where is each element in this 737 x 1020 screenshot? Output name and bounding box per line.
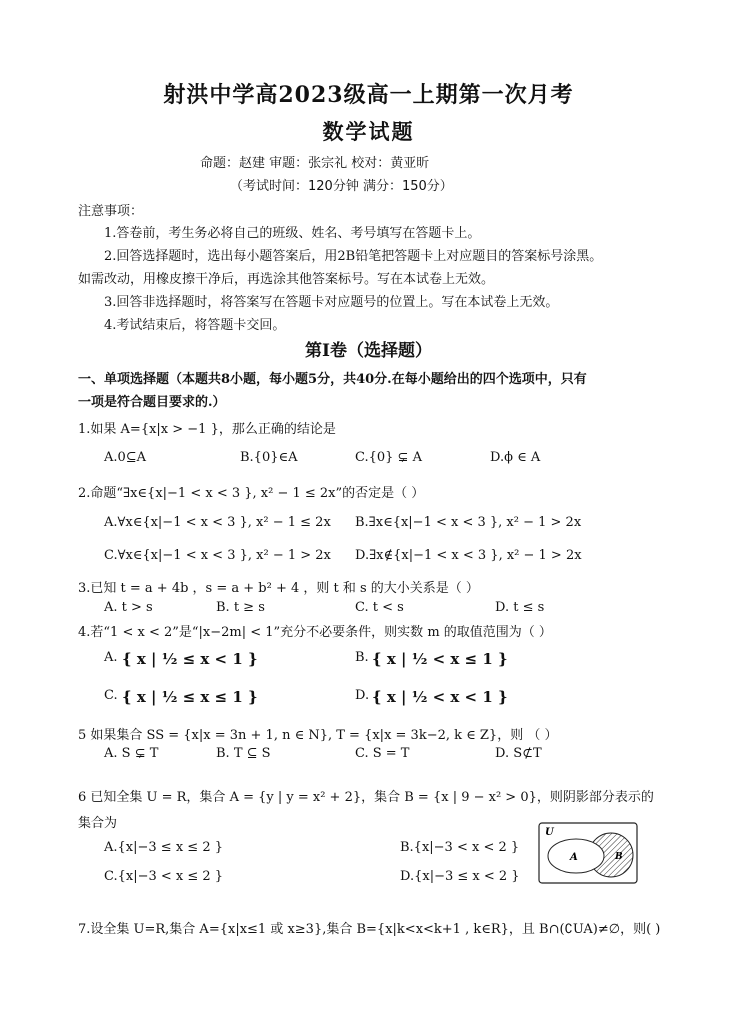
q4-option-b: { x | ½ < x ≤ 1 } [372,650,508,668]
q1-option-b: B.{0}∈A [240,450,298,465]
q1-option-c: C.{0} ⊊ A [355,450,422,465]
q4-option-b-label: B. [355,650,369,665]
question-2-stem: 2.命题“∃x∈{x|−1 < x < 3 }, x² − 1 ≤ 2x”的否定是（ ） [78,486,425,501]
part-heading: 一、单项选择题（本题共8小题，每小题5分，共40分.在每小题给出的四个选项中，只有 [78,372,587,387]
q4-option-d: { x | ½ < x < 1 } [372,688,508,706]
q6-option-a: A.{x|−3 ≤ x ≤ 2 } [104,840,223,855]
venn-label-b: B [615,852,623,862]
question-4-stem: 4.若“1 < x < 2”是“|x−2m| < 1”充分不必要条件，则实数 m 的取值范围为（ ） [78,625,552,640]
note-item: 3.回答非选择题时，将答案写在答题卡对应题号的位置上。写在本试卷上无效。 [104,295,559,310]
q5-option-a: A. S ⊊ T [104,746,159,761]
q1-option-d: D.ϕ ∈ A [490,450,541,465]
question-3-stem: 3.已知 t = a + 4b ，s = a + b² + 4 ，则 t 和 s 的大小关系是（ ） [78,581,479,596]
note-item: 如需改动，用橡皮擦干净后，再选涂其他答案标号。写在本试卷上无效。 [78,272,495,287]
q3-option-a: A. t > s [104,600,153,615]
question-7-stem: 7.设全集 U=R,集合 A={x|x≤1 或 x≥3},集合 B={x|k<x<k+1 , k∈R}，且 B∩(∁UA)≠∅，则( ) [78,922,661,937]
q4-option-c: { x | ½ ≤ x ≤ 1 } [122,688,258,706]
note-item: 2.回答选择题时，选出每小题答案后，用2B铅笔把答题卡上对应题目的答案标号涂黑。 [104,249,603,264]
q2-option-c: C.∀x∈{x|−1 < x < 3 }, x² − 1 > 2x [104,548,331,563]
question-5-stem: 5 如果集合 SS = {x|x = 3n + 1, n ∈ N}, T = {x|x = 3k−2, k ∈ Z}，则 （ ） [78,728,558,743]
exam-title: 射洪中学高2023级高一上期第一次月考 [163,82,574,108]
q5-option-d: D. S⊄T [495,746,542,761]
q3-option-d: D. t ≤ s [495,600,545,615]
q1-option-a: A.0⊆A [104,450,147,465]
question-1-stem: 1.如果 A={x|x > −1 }，那么正确的结论是 [78,422,336,437]
q2-option-b: B.∃x∈{x|−1 < x < 3 }, x² − 1 > 2x [355,515,582,530]
q3-option-c: C. t < s [355,600,404,615]
q5-option-b: B. T ⊆ S [216,746,271,761]
q4-option-a: { x | ½ ≤ x < 1 } [122,650,258,668]
q3-option-b: B. t ≥ s [216,600,265,615]
q4-option-d-label: D. [355,688,370,703]
q6-option-c: C.{x|−3 < x ≤ 2 } [104,869,224,884]
q5-option-c: C. S = T [355,746,410,761]
authors-line: 命题：赵建 审题：张宗礼 校对：黄亚昕 [200,156,430,171]
part-heading-cont: 一项是符合题目要求的.） [78,395,226,410]
venn-diagram [538,822,638,884]
exam-subtitle: 数学试题 [322,119,415,144]
q6-option-b: B.{x|−3 < x < 2 } [400,840,520,855]
q2-option-a: A.∀x∈{x|−1 < x < 3 }, x² − 1 ≤ 2x [104,515,331,530]
section-title: 第I卷（选择题） [305,341,432,361]
question-6-stem: 6 已知全集 U = R，集合 A = {y | y = x² + 2}，集合 B = {x | 9 − x² > 0}，则阴影部分表示的 [78,790,654,805]
q4-option-a-label: A. [104,650,118,665]
q2-option-d: D.∃x∉{x|−1 < x < 3 }, x² − 1 > 2x [355,548,582,563]
q6-option-d: D.{x|−3 ≤ x < 2 } [400,869,520,884]
note-item: 4.考试结束后，将答题卡交回。 [104,318,286,333]
venn-label-a: A [570,852,578,863]
q4-option-c-label: C. [104,688,118,703]
question-6-stem-cont: 集合为 [78,816,118,831]
exam-info: （考试时间：120分钟 满分：150分） [230,179,453,194]
venn-label-u: U [545,827,554,838]
notes-heading: 注意事项： [78,204,144,219]
note-item: 1.答卷前，考生务必将自己的班级、姓名、考号填写在答题卡上。 [104,226,481,241]
